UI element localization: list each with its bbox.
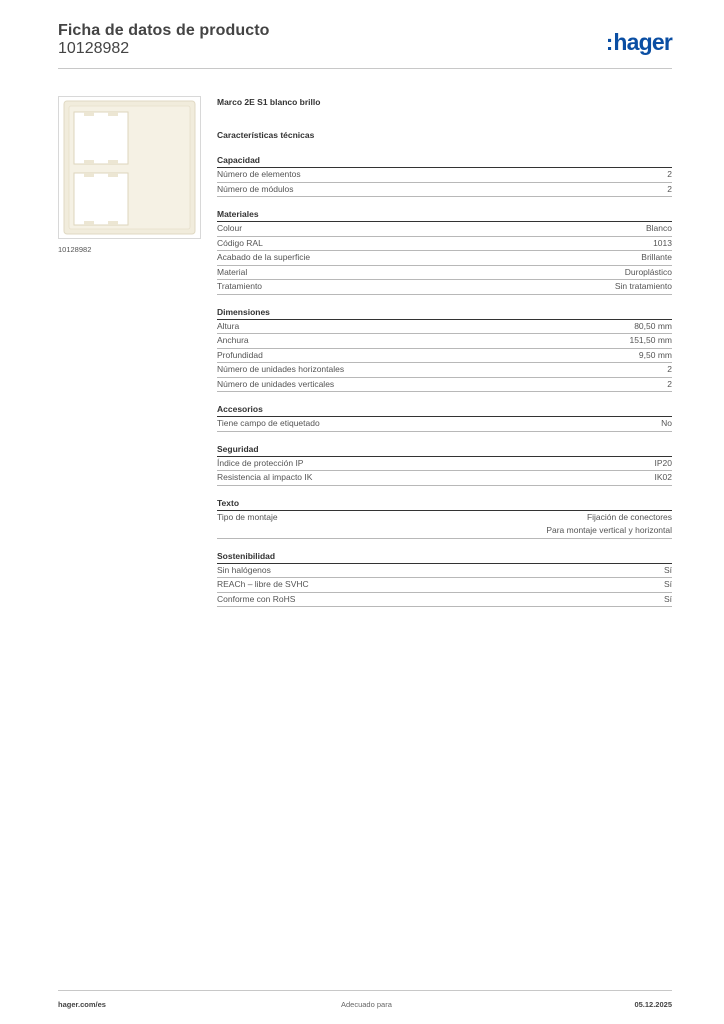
section-title: Capacidad [217,154,672,168]
spec-value-line: Brillante [641,252,672,262]
spec-label: Tratamiento [217,281,263,291]
spec-value-line: 1013 [653,237,672,248]
spec-label: Índice de protección IP [217,457,304,468]
frame-2-gang-icon [59,97,200,238]
spec-value-line: 80,50 mm [634,320,672,331]
spec-value-line: 2 [667,364,672,374]
spec-row [217,251,672,266]
spec-value-line: Duroplástico [624,266,672,277]
spec-label: Número de elementos [217,169,301,179]
spec-value-line: Sin tratamiento [614,281,672,291]
specifications [217,96,672,607]
spec-value [667,378,672,392]
technical-characteristics-heading: Características técnicas [217,130,315,140]
spec-value [646,222,672,236]
spec-value [634,320,672,334]
spec-section [217,306,672,393]
spec-label: Altura [217,320,240,331]
spec-row [217,320,672,335]
spec-value [546,511,672,538]
spec-label: Material [217,266,248,277]
spec-value [661,417,672,431]
spec-value-line: 9,50 mm [638,349,672,360]
product-name: Marco 2E S1 blanco brillo [217,97,321,107]
spec-row [217,593,672,608]
spec-value-line: IK02 [654,472,672,482]
section-title: Materiales [217,208,672,222]
spec-row [217,511,672,539]
page-header [58,21,672,69]
spec-row [217,378,672,393]
spec-label: Número de unidades horizontales [217,364,345,374]
spec-row [217,237,672,252]
section-title: Sostenibilidad [217,550,672,564]
spec-label: Colour [217,223,243,233]
spec-label: Acabado de la superficie [217,252,311,262]
spec-row [217,417,672,432]
spec-section [217,154,672,197]
spec-label: Tiene campo de etiquetado [217,418,320,428]
spec-label: REACh – libre de SVHC [217,579,309,589]
spec-value [664,578,672,592]
section-title: Dimensiones [217,306,672,320]
spec-row [217,457,672,472]
spec-value [639,349,672,363]
spec-value [667,168,672,182]
document-title: Ficha de datos de producto [58,22,270,39]
spec-section [217,403,672,432]
spec-section [217,443,672,486]
spec-sections [217,154,672,607]
product-image [58,96,201,239]
spec-value [664,593,672,607]
spec-value [655,471,673,485]
spec-row [217,471,672,486]
spec-value [664,564,672,578]
spec-value-line: Blanco [646,223,672,233]
spec-value-line: 2 [667,183,672,194]
section-title: Accesorios [217,403,672,417]
hager-logo[interactable] [606,29,672,56]
spec-value-line: 2 [667,169,672,179]
spec-section [217,497,672,539]
spec-row [217,222,672,237]
spec-value [625,266,672,280]
spec-value-line: 151,50 mm [629,335,672,345]
spec-row [217,363,672,378]
spec-value [667,363,672,377]
logo-dots: : [605,30,613,55]
suitability-label: Adecuado para [341,1000,392,1009]
spec-value [667,183,672,197]
spec-label: Sin halógenos [217,564,271,575]
website-link[interactable]: hager.com/es [58,1000,106,1009]
spec-value [629,334,672,348]
spec-row [217,266,672,281]
spec-label: Resistencia al impacto IK [217,472,313,482]
spec-value [615,280,672,294]
image-caption: 10128982 [58,245,92,254]
document-date: 05.12.2025 [634,1000,672,1009]
spec-value-line: Sí [663,564,672,575]
spec-row [217,578,672,593]
spec-value-line: 2 [667,378,672,389]
spec-value-line: Sí [663,579,672,589]
spec-section [217,550,672,608]
spec-label: Número de módulos [217,183,294,194]
spec-row [217,168,672,183]
spec-label: Código RAL [217,237,263,248]
section-title: Texto [217,497,672,511]
spec-label: Profundidad [217,349,263,360]
spec-value-line: Para montaje vertical y horizontal [546,525,672,535]
spec-label: Conforme con RoHS [217,593,296,604]
spec-row [217,564,672,579]
page-footer [58,990,672,1012]
spec-row [217,183,672,198]
logo-text: hager [613,29,672,55]
spec-row [217,280,672,295]
spec-value-line: Fijación de conectores [586,511,672,522]
spec-label: Tipo de montaje [217,511,278,522]
spec-value [653,237,672,251]
spec-row [217,349,672,364]
spec-row [217,334,672,349]
product-code: 10128982 [58,40,130,57]
spec-value [655,457,673,471]
spec-value-line: Sí [663,593,672,604]
spec-value-line: IP20 [654,457,672,468]
spec-section [217,208,672,295]
section-title: Seguridad [217,443,672,457]
spec-label: Número de unidades verticales [217,378,335,389]
spec-value [641,251,672,265]
spec-value-line: No [661,418,672,428]
spec-label: Anchura [217,335,249,345]
